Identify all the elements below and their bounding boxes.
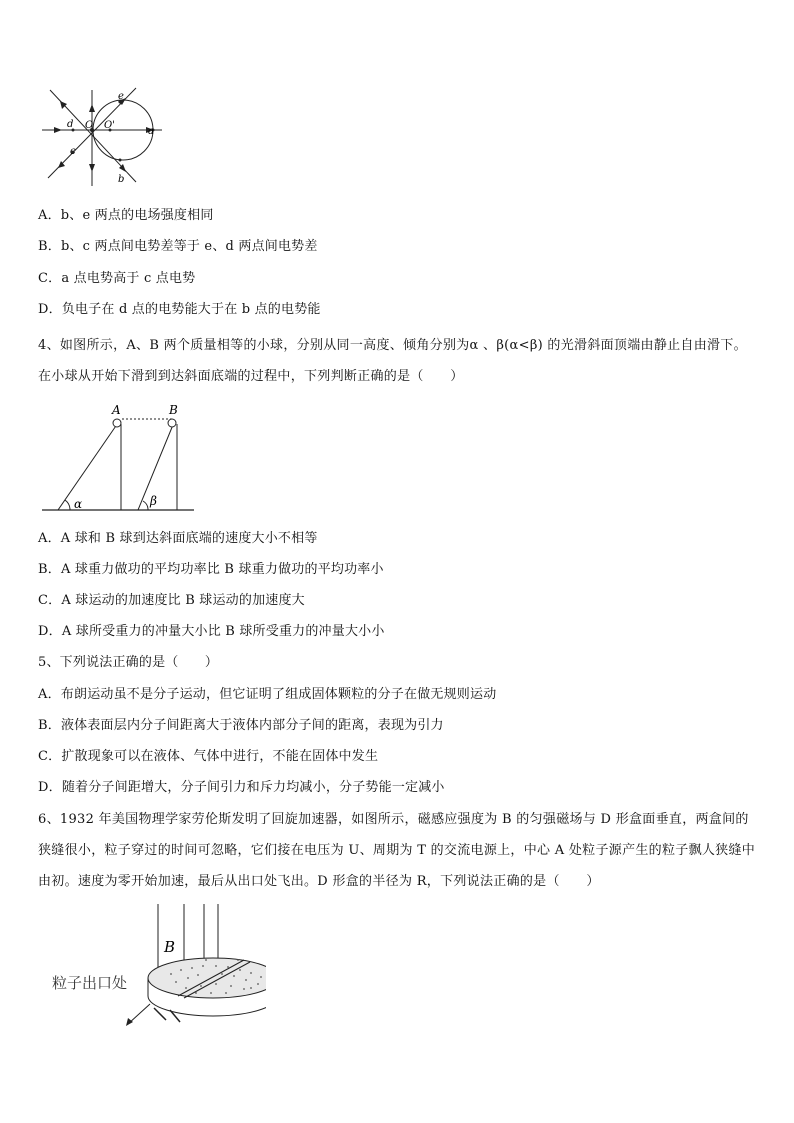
incline-figure — [38, 398, 198, 516]
q4-stem: 4、如图所示，A、B 两个质量相等的小球，分别从同一高度、倾角分别为α 、β(α<β) 的光滑斜面顶端由静止自由滑下。在小球从开始下滑到到达斜面底端的过程中，下列判断正确的是（ ） — [38, 338, 747, 384]
q5-option-d: D．随着分子间距增大，分子间引力和斥力均减小，分子势能一定减小 — [38, 780, 445, 795]
q3-option-c: C．a 点电势高于 c 点电势 — [38, 271, 196, 286]
label-b: b — [118, 174, 125, 185]
figure-label-A: A — [112, 403, 121, 417]
q5-stem: 5、下列说法正确的是（ ） — [38, 655, 219, 670]
exit-label: 粒子出口处 — [52, 974, 128, 992]
q4-option-a: A．A 球和 B 球到达斜面底端的速度大小不相等 — [38, 531, 318, 546]
label-d: d — [67, 119, 74, 130]
label-c: c — [70, 146, 76, 157]
q5-option-b: B．液体表面层内分子间距离大于液体内部分子间的距离，表现为引力 — [38, 718, 444, 733]
label-O-prime: O' — [104, 120, 115, 131]
label-e: e — [118, 91, 124, 102]
q4-option-c: C．A 球运动的加速度比 B 球运动的加速度大 — [38, 593, 305, 608]
angle-beta: β — [150, 494, 157, 508]
electric-field-figure — [38, 86, 166, 194]
figure-label-B: B — [169, 403, 178, 417]
q5-option-a: A．布朗运动虽不是分子运动，但它证明了组成固体颗粒的分子在做无规则运动 — [38, 687, 497, 702]
angle-alpha: α — [74, 497, 83, 511]
q5-option-c: C．扩散现象可以在液体、气体中进行，不能在固体中发生 — [38, 749, 379, 764]
cyclotron-figure — [46, 900, 266, 1035]
label-a: a — [148, 126, 154, 137]
q4-option-d: D．A 球所受重力的冲量大小比 B 球所受重力的冲量大小小 — [38, 624, 385, 639]
q3-option-b: B．b、c 两点间电势差等于 e、d 两点间电势差 — [38, 239, 318, 254]
q4-option-b: B．A 球重力做功的平均功率比 B 球重力做功的平均功率小 — [38, 562, 384, 577]
field-label-B: B — [164, 938, 176, 956]
label-O: O — [85, 120, 94, 131]
q3-option-a: A．b、e 两点的电场强度相同 — [38, 208, 214, 223]
q3-option-d: D．负电子在 d 点的电势能大于在 b 点的电势能 — [38, 302, 321, 317]
q6-stem: 6、1932 年美国物理学家劳伦斯发明了回旋加速器，如图所示，磁感应强度为 B 的匀强磁场与 D 形盒面垂直，两盒间的狭缝很小，粒子穿过的时间可忽略，它们接在电压为 U、周期为 T 的交流电源上，中心 A 处粒子源产生的粒子飘人狭缝中由初。速度为零开始加速，最后从出口处飞出。D 形盒的半径为 R，下列说法正确的是（ ） — [38, 812, 756, 889]
